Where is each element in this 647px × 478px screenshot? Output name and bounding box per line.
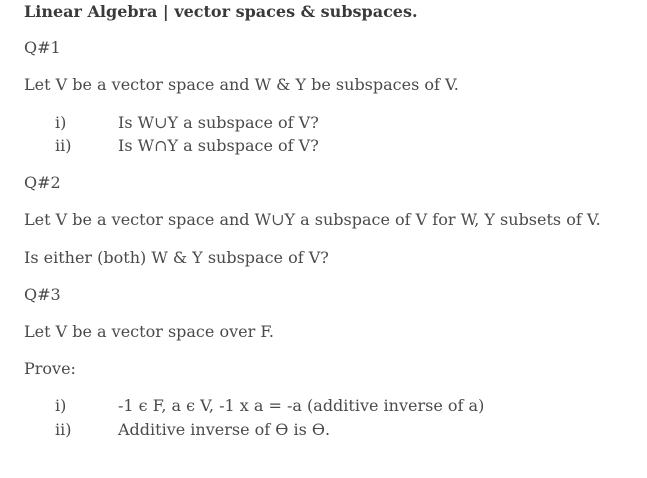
q2-question: Is either (both) W & Y subspace of V? bbox=[24, 248, 329, 267]
q3-statement: Let V be a vector space over F. bbox=[24, 322, 275, 341]
q1-statement: Let V be a vector space and W & Y be subspaces of V. bbox=[24, 75, 459, 94]
q3-prove-label: Prove: bbox=[24, 359, 76, 378]
q2-statement: Let V be a vector space and W∪Y a subspace of V for W, Y subsets of V. bbox=[24, 210, 601, 229]
q2-heading: Q#2 bbox=[24, 173, 61, 192]
q3-item-2 bbox=[24, 420, 624, 440]
q1-item-2-number: ii) bbox=[55, 136, 72, 155]
q3-item-1-text: -1 ϵ F, a ϵ V, -1 x a = -a (additive inverse of a) bbox=[118, 396, 485, 415]
q1-item-2 bbox=[24, 136, 624, 156]
q3-item-1-number: i) bbox=[55, 396, 67, 415]
q1-item-1-text: Is W∪Y a subspace of V? bbox=[118, 113, 319, 132]
q1-item-1 bbox=[24, 113, 624, 133]
q3-item-1 bbox=[24, 396, 624, 416]
q1-item-1-number: i) bbox=[55, 113, 67, 132]
document-title: Linear Algebra | vector spaces & subspaces. bbox=[24, 2, 418, 21]
q1-heading: Q#1 bbox=[24, 38, 61, 57]
q3-heading: Q#3 bbox=[24, 285, 61, 304]
q1-item-2-text: Is W∩Y a subspace of V? bbox=[118, 136, 319, 155]
q3-item-2-text: Additive inverse of Ѳ is Ѳ. bbox=[118, 420, 331, 439]
q3-item-2-number: ii) bbox=[55, 420, 72, 439]
